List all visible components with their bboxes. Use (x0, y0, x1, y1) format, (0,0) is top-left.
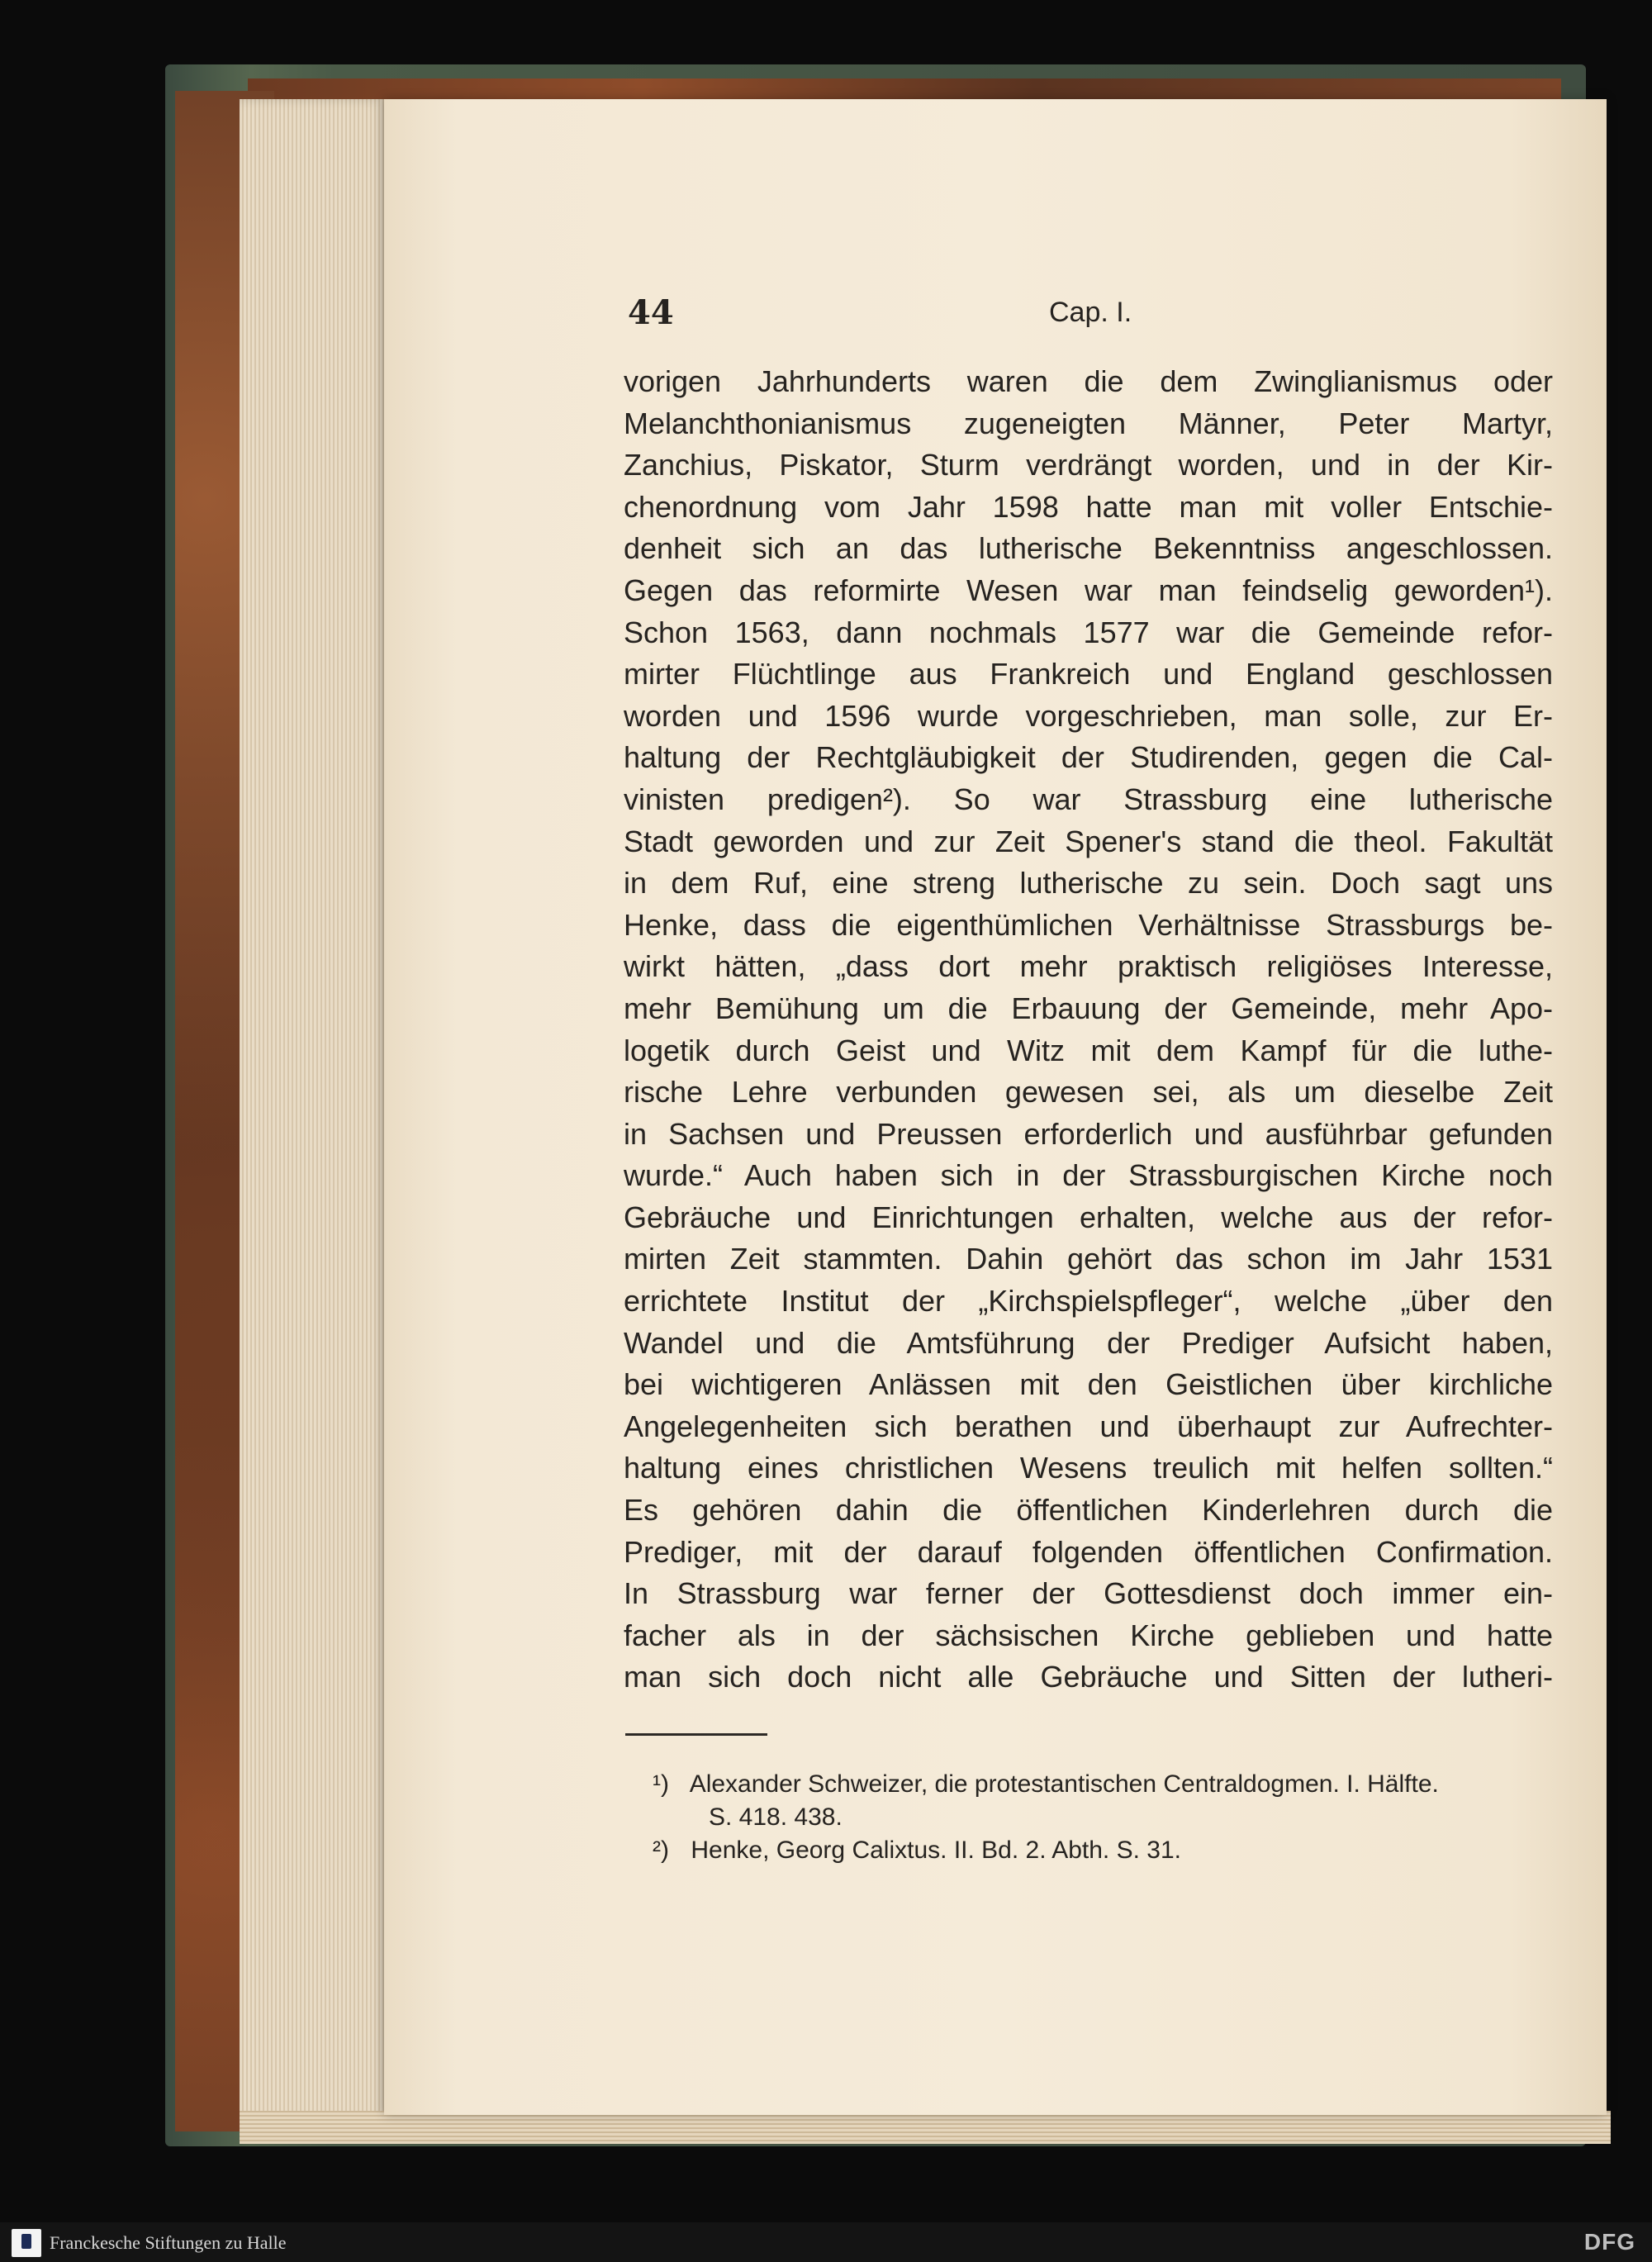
institution-logo-icon[interactable] (12, 2229, 41, 2257)
body-text (624, 361, 1553, 1699)
chapter-heading: Cap. I. (1049, 297, 1132, 328)
text-line: bei wichtigeren Anlässen mit den Geistlichen über kirchliche (624, 1367, 1553, 1402)
text-line: Stadt geworden und zur Zeit Spener's stand die theol. Fakultät (624, 824, 1553, 858)
text-line: In Strassburg war ferner der Gottesdienst doch immer ein- (624, 1576, 1553, 1611)
text-line: logetik durch Geist und Witz mit dem Kampf für die luthe- (624, 1033, 1553, 1067)
text-line: haltung der Rechtgläubigkeit der Studirenden, gegen die Cal- (624, 740, 1553, 775)
text-line: mirter Flüchtlinge aus Frankreich und England geschlossen (624, 657, 1553, 691)
text-line: Gebräuche und Einrichtungen erhalten, welche aus der refor- (624, 1200, 1553, 1234)
text-line: mirten Zeit stammten. Dahin gehört das schon im Jahr 1531 (624, 1242, 1553, 1276)
text-line: Wandel und die Amtsführung der Prediger Aufsicht haben, (624, 1325, 1553, 1360)
text-line: facher als in der sächsischen Kirche geblieben und hatte (624, 1618, 1553, 1652)
text-line: Angelegenheiten sich berathen und überhaupt zur Aufrechter- (624, 1409, 1553, 1443)
text-line: man sich doch nicht alle Gebräuche und Sitten der lutheri- (624, 1660, 1553, 1694)
text-line: chenordnung vom Jahr 1598 hatte man mit voller Entschie- (624, 489, 1553, 524)
viewer-footer (0, 2222, 1652, 2262)
text-line: wirkt hätten, „dass dort mehr praktisch religiöses Interesse, (624, 949, 1553, 984)
running-header (628, 293, 1561, 343)
text-line: Es gehören dahin die öffentlichen Kinderlehren durch die (624, 1493, 1553, 1528)
page-stack-edges (240, 99, 388, 2140)
footnote-mark: ²) (653, 1837, 669, 1864)
dfg-logo[interactable]: DFG (1583, 2229, 1635, 2255)
footnotes (653, 1768, 1553, 1867)
text-line: mehr Bemühung um die Erbauung der Gemeinde, mehr Apo- (624, 991, 1553, 1025)
footnote-1 (653, 1768, 1553, 1801)
text-line: worden und 1596 wurde vorgeschrieben, man solle, zur Er- (624, 698, 1553, 733)
page-number: 44 (628, 293, 674, 332)
text-line: Schon 1563, dann nochmals 1577 war die Gemeinde refor- (624, 615, 1553, 649)
text-line: Prediger, mit der darauf folgenden öffentlichen Confirmation. (624, 1534, 1553, 1569)
footnote-text: Alexander Schweizer, die protestantischen Centraldogmen. I. Hälfte. (689, 1770, 1439, 1798)
text-line: in dem Ruf, eine streng lutherische zu sein. Doch sagt uns (624, 866, 1553, 901)
text-line: rische Lehre verbunden gewesen sei, als um dieselbe Zeit (624, 1075, 1553, 1110)
text-line: Gegen das reformirte Wesen war man feindselig geworden¹). (624, 573, 1553, 607)
text-line: wurde.“ Auch haben sich in der Strassburgischen Kirche noch (624, 1158, 1553, 1193)
text-line: Melanchthonianismus zugeneigten Männer, Peter Martyr, (624, 406, 1553, 440)
footnote-1-continuation: S. 418. 438. (709, 1803, 843, 1831)
text-line: vorigen Jahrhunderts waren die dem Zwinglianismus oder (624, 364, 1553, 398)
text-line: Henke, dass die eigenthümlichen Verhältnisse Strassburgs be- (624, 907, 1553, 942)
footnote-2 (653, 1834, 1553, 1867)
text-line: denheit sich an das lutherische Bekenntniss angeschlossen. (624, 531, 1553, 566)
institution-name[interactable]: Franckesche Stiftungen zu Halle (50, 2232, 287, 2253)
footnote-mark: ¹) (653, 1770, 669, 1798)
page-stack-bottom (240, 2111, 1611, 2144)
text-line: errichtete Institut der „Kirchspielspfleger“, welche „über den (624, 1284, 1553, 1319)
footnote-separator (625, 1733, 767, 1736)
text-line: haltung eines christlichen Wesens treulich mit helfen sollten.“ (624, 1451, 1553, 1485)
footnote-text: Henke, Georg Calixtus. II. Bd. 2. Abth. S. 31. (691, 1837, 1181, 1864)
text-line: Zanchius, Piskator, Sturm verdrängt worden, und in der Kir- (624, 448, 1553, 482)
text-line: in Sachsen und Preussen erforderlich und ausführbar gefunden (624, 1116, 1553, 1151)
text-line: vinisten predigen²). So war Strassburg eine lutherische (624, 782, 1553, 816)
